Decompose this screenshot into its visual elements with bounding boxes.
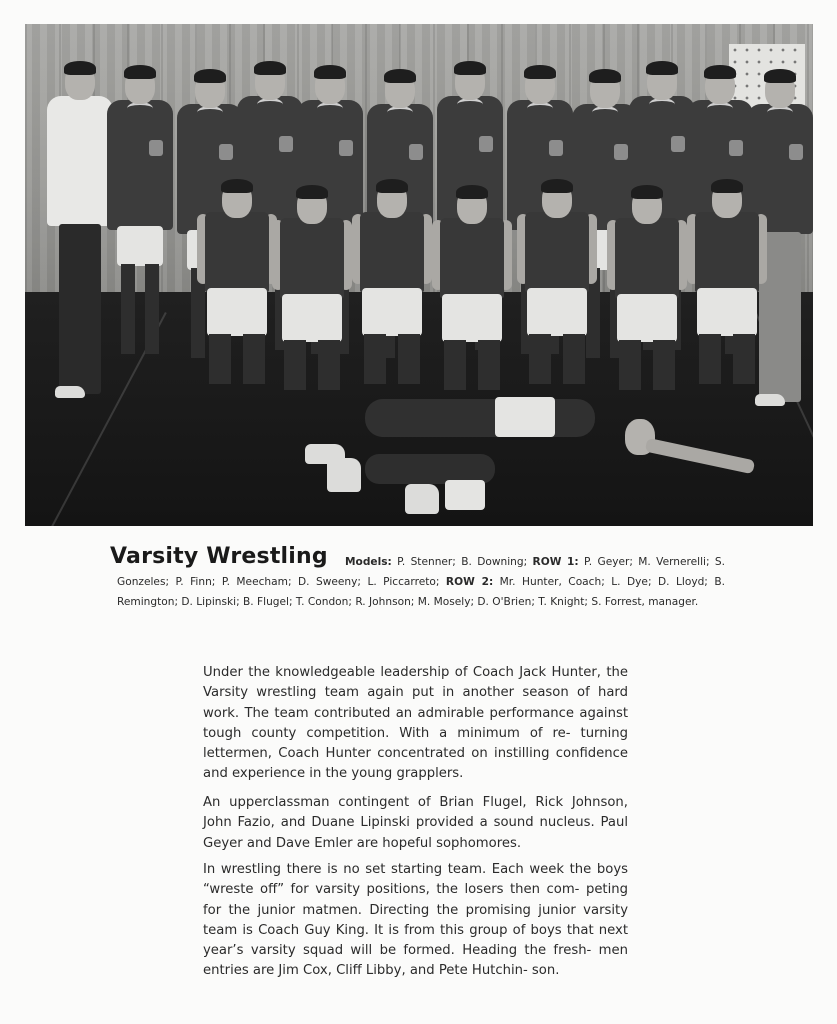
wrestling-singlet [525,212,589,292]
hair [296,185,328,199]
mat-wrestler-top [305,414,505,524]
wrestling-singlet [280,218,344,298]
leg [121,264,135,354]
jacket-emblem [279,136,293,152]
hair [221,179,253,193]
kneeling-wrestler [195,182,279,402]
hair [456,185,488,199]
kneeling-wrestler [515,182,599,402]
jacket-emblem [549,140,563,156]
body-paragraph-3: In wrestling there is no set starting team. Each week the boys “wreste off” for varsity positions, the losers then com- peting for the junior matmen. Directing the promising junior varsity team is Coach Guy King. It is from this group of boys that next year’s varsity squad will be formed. Heading the fresh- men entries are Jim Cox, Cliff Libby, and Pete Hutchin- son. [203,862,628,979]
jacket-emblem [789,144,803,160]
hair [541,179,573,193]
wrestling-singlet [360,212,424,292]
hair [124,65,156,79]
caption-row-label: ROW 2: [445,576,494,588]
hair [64,61,96,75]
jacket-emblem [729,140,743,156]
body-paragraph-1: Under the knowledgeable leadership of Coach Jack Hunter, the Varsity wrestling team again put in another season of hard work. The team contributed an admirable performance against tough county competition. With a minimum of re- turning lettermen, Coach Hunter concentrated on instilling confidence and experience in the young grapplers. [203,665,628,782]
coach-shirt [47,96,113,226]
hair [376,179,408,193]
shoe [405,484,439,514]
standing-team-member [107,68,173,398]
standing-team-member [47,64,113,394]
leg [733,334,755,384]
jacket-emblem [479,136,493,152]
body-paragraph-2: An upperclassman contingent of Brian Flugel, Rick Johnson, John Fazio, and Duane Lipinski provided a sound nucleus. Paul Geyer and Dave Emler are hopeful sophomores. [203,795,628,851]
hair [254,61,286,75]
wrestling-singlet [695,212,759,292]
hair [314,65,346,79]
white-shorts [207,288,267,336]
letter-jacket [107,100,173,230]
caption-names-text: P. Stenner; B. Downing; [391,556,533,568]
leg [284,340,306,390]
leg [529,334,551,384]
hair [631,185,663,199]
caption-names [117,552,725,612]
leg [364,334,386,384]
kneeling-wrestler [685,182,769,402]
kneeling-wrestler [430,188,514,408]
white-shorts [697,288,757,336]
hair [704,65,736,79]
hair [524,65,556,79]
shoe [327,458,361,492]
white-shorts [617,294,677,342]
jacket-emblem [219,144,233,160]
jacket-emblem [149,140,163,156]
caption-title: Varsity Wrestling [110,544,328,569]
white-shorts [527,288,587,336]
hair [194,69,226,83]
wrestling-singlet [615,218,679,298]
wrestling-singlet [440,218,504,298]
white-shorts [117,226,163,266]
jacket-emblem [339,140,353,156]
leg [563,334,585,384]
hair [454,61,486,75]
caption-row-label: Models: [345,556,392,568]
leg [699,334,721,384]
jacket-emblem [409,144,423,160]
hair [711,179,743,193]
hair [384,69,416,83]
white-shorts [282,294,342,342]
jacket-emblem [671,136,685,152]
team-photo [25,24,813,526]
kneeling-wrestler [270,188,354,408]
hair [589,69,621,83]
shoe [55,386,85,398]
hair [646,61,678,75]
kneeling-wrestler [605,188,689,408]
jacket-emblem [614,144,628,160]
knee-pad [445,480,485,510]
white-shorts [442,294,502,342]
caption-names-text: Mr. Hunter, Coach; L. Dye; D. Lloyd; B. Remington; D. Lipinski; B. Flugel; T. Condon; R. Johnson; M. Mosely; D. O'Brien; T. Knight; S. Forrest, manager. [117,576,725,608]
leg [209,334,231,384]
kneeling-wrestler [350,182,434,402]
white-shorts [362,288,422,336]
leg [243,334,265,384]
hair [764,69,796,83]
wrestling-singlet [205,212,269,292]
trousers [59,224,101,394]
leg [398,334,420,384]
caption-names-text: P. Geyer; M. Vernerelli; S. Gonzeles; P. Finn; P. Meecham; D. Sweeny; L. Piccarreto; [117,556,725,588]
caption-row-label: ROW 1: [532,556,579,568]
leg [145,264,159,354]
